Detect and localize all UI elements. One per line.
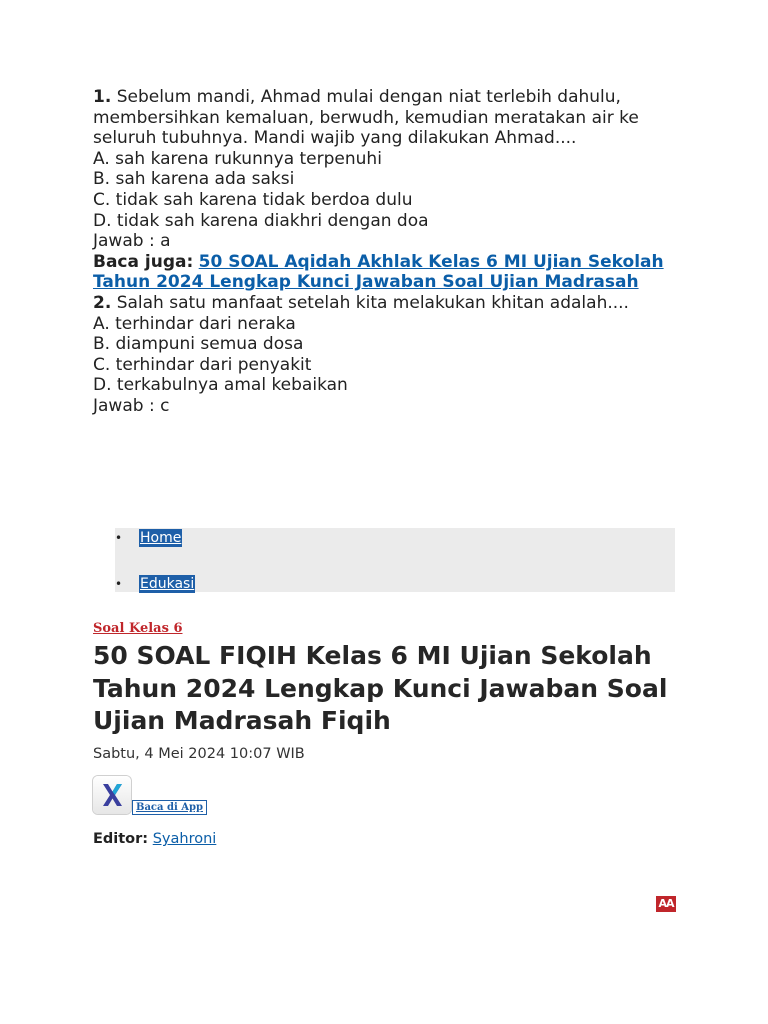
publish-date: Sabtu, 4 Mei 2024 10:07 WIB bbox=[93, 746, 305, 762]
breadcrumb-link-home[interactable]: Home bbox=[140, 530, 182, 546]
question-text: Sebelum mandi, Ahmad mulai dengan niat terlebih dahulu, membersihkan kemaluan, berwudh, kemudian meratakan air ke seluruh tubuhnya. Mandi wajib yang dilakukan Ahmad.... bbox=[93, 87, 639, 149]
question-number: 2. bbox=[93, 292, 112, 313]
option-a: A. sah karena rukunnya terpenuhi bbox=[93, 148, 382, 169]
option-c: C. terhindar dari penyakit bbox=[93, 354, 312, 375]
option-d: D. tidak sah karena diakhri dengan doa bbox=[93, 210, 429, 231]
breadcrumb-link-edukasi[interactable]: Edukasi bbox=[140, 576, 195, 592]
article-title: 50 SOAL FIQIH Kelas 6 MI Ujian Sekolah Tahun 2024 Lengkap Kunci Jawaban Soal Ujian Madrasah Fiqih bbox=[93, 641, 668, 735]
category-link[interactable]: Soal Kelas 6 bbox=[93, 621, 183, 636]
bullet-icon: • bbox=[115, 531, 123, 545]
x-logo-icon[interactable] bbox=[93, 776, 131, 814]
baca-juga-link[interactable]: 50 SOAL Aqidah Akhlak Kelas 6 MI Ujian Sekolah Tahun 2024 Lengkap Kunci Jawaban Soal Ujian Madrasah bbox=[93, 251, 664, 293]
breadcrumb bbox=[115, 528, 675, 592]
option-d: D. terkabulnya amal kebaikan bbox=[93, 375, 348, 396]
answer: Jawab : c bbox=[93, 395, 170, 416]
article-body bbox=[93, 87, 683, 417]
answer: Jawab : a bbox=[93, 231, 171, 252]
option-b: B. sah karena ada saksi bbox=[93, 169, 295, 190]
editor-line bbox=[93, 831, 216, 847]
font-size-icon[interactable]: AA bbox=[656, 896, 676, 912]
question-text: Salah satu manfaat setelah kita melakukan khitan adalah.... bbox=[116, 292, 629, 313]
editor-name-link[interactable]: Syahroni bbox=[152, 831, 217, 847]
editor-label: Editor: bbox=[93, 831, 149, 847]
option-b: B. diampuni semua dosa bbox=[93, 334, 304, 355]
question-2 bbox=[93, 293, 683, 314]
baca-juga-label: Baca juga: bbox=[93, 251, 194, 272]
question-1 bbox=[93, 87, 683, 149]
bullet-icon: • bbox=[115, 577, 123, 591]
read-in-app-button[interactable]: Baca di App bbox=[132, 800, 207, 815]
option-a: A. terhindar dari neraka bbox=[93, 313, 296, 334]
baca-juga bbox=[93, 252, 683, 293]
question-number: 1. bbox=[93, 87, 112, 107]
option-c: C. tidak sah karena tidak berdoa dulu bbox=[93, 189, 413, 210]
